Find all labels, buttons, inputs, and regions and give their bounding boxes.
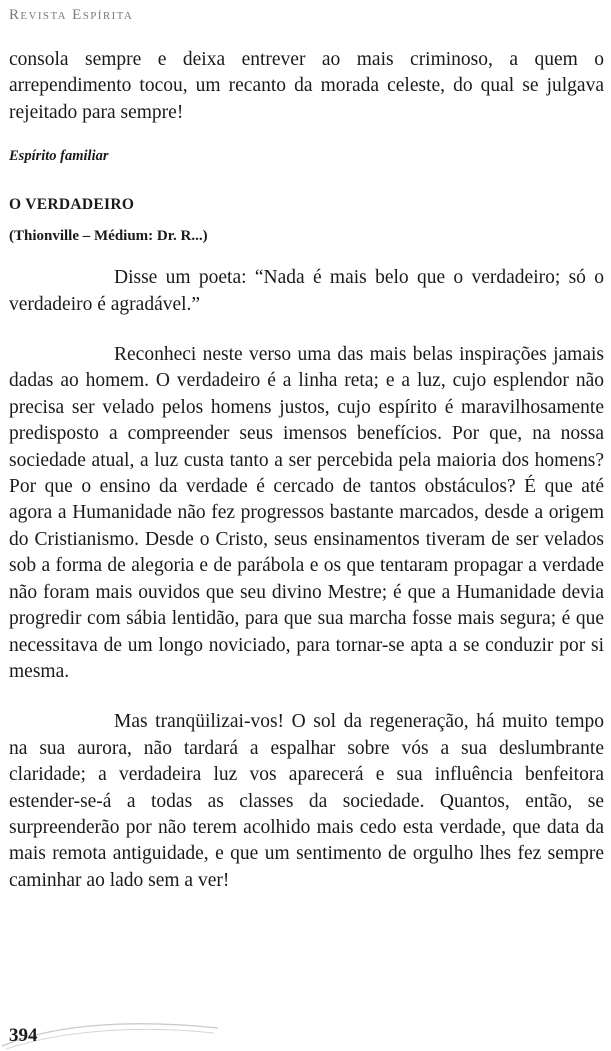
signature: Espírito familiar <box>9 148 109 165</box>
paragraph-3: Mas tranqüilizai-vos! O sol da regeneração, há muito tempo na sua aurora, não tardará a espalhar sobre vós a sua deslumbrante claridade; a verdadeira luz vos aparecerá e sua influência benfeitora estender-se-á a todas as classes da sociedade. Quantos, então, se surpreenderão por não terem acolhido mais cedo esta verdade, que data da mais remota antiguidade, e que um sentimento de orgulho lhes fez sempre caminhar ao lado sem a ver! <box>9 711 604 891</box>
paragraph-1: Disse um poeta: “Nada é mais belo que o verdadeiro; só o verdadeiro é agradável.” <box>9 267 604 315</box>
running-header: Revista Espírita <box>9 7 134 23</box>
page-number: 394 <box>9 1025 38 1046</box>
intro-paragraph: consola sempre e deixa entrever ao mais criminoso, a quem o arrependimento tocou, um recanto da morada celeste, do qual se julgava rejeitado para sempre! <box>9 49 604 123</box>
article-subtitle: (Thionville – Médium: Dr. R...) <box>9 228 208 245</box>
paragraph-2: Reconheci neste verso uma das mais belas inspirações jamais dadas ao homem. O verdadeiro é a linha reta; e a luz, cujo esplendor não precisa ser velado pelos homens justos, cujo espírito é maravilhosamente predisposto a compreender seus imensos benefícios. Por que, na nossa sociedade atual, a luz custa tanto a ser percebida pela maioria dos homens? Por que o ensino da verdade é cercado de tantos obstáculos? É que até agora a Humanidade não fez progressos bastante marcados, desde a origem do Cristianismo. Desde o Cristo, seus ensinamentos tiveram de ser velados sob a forma de alegoria e de parábola e os que tentaram propagar a verdade não foram mais ouvidos que seu divino Mestre; é que a Humanidade devia progredir com sábia lentidão, para que sua marcha fosse mais segura; é que necessitava de um longo noviciado, para tornar-se apta a se conduzir por si mesma. <box>9 344 604 682</box>
page-body <box>9 47 604 894</box>
article-title: O VERDADEIRO <box>9 196 135 214</box>
